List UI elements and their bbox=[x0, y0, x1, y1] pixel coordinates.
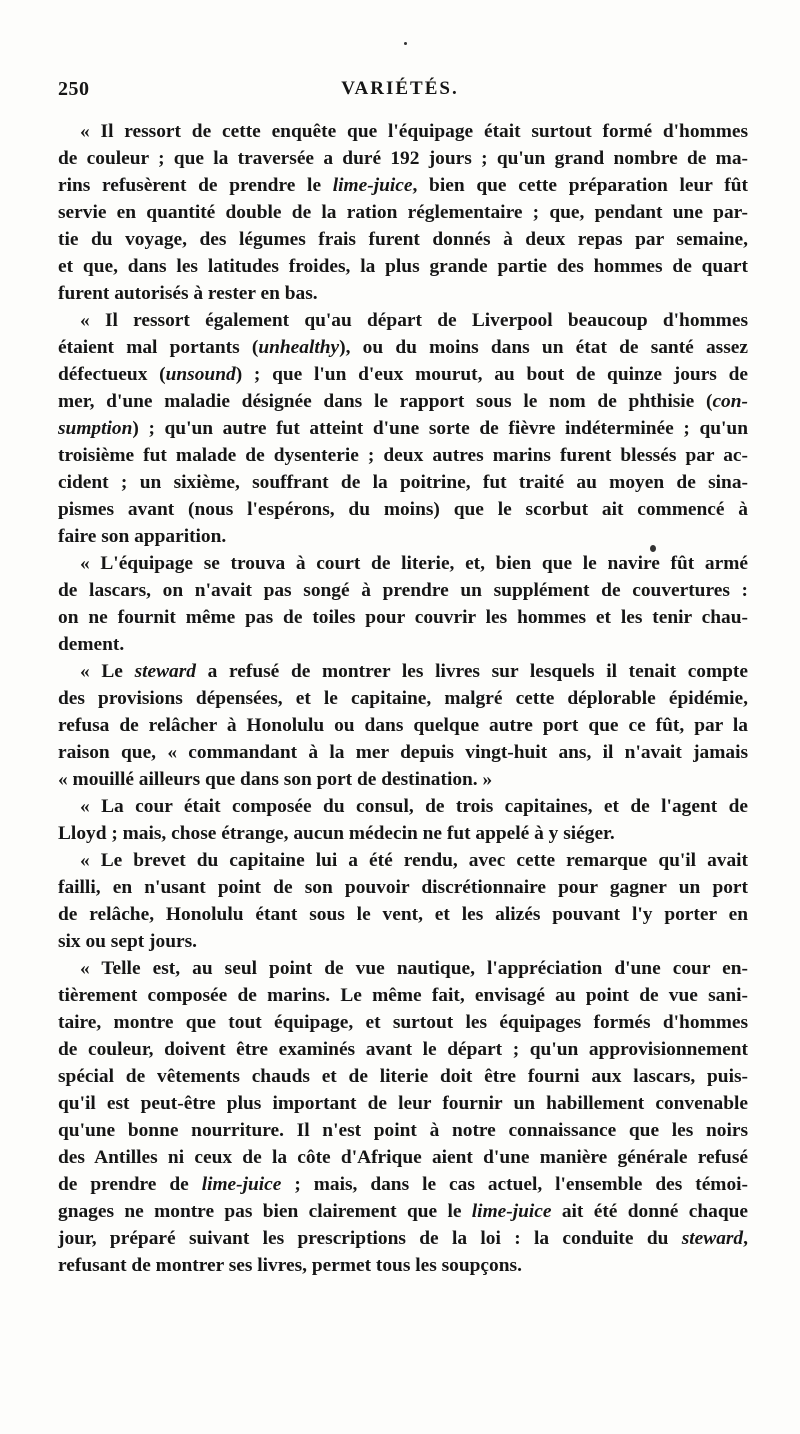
text-line: tie du voyage, des légumes frais furent donnés à deux repas par semaine, bbox=[58, 229, 748, 250]
text-line: rins refusèrent de prendre le lime-juice, bien que cette préparation leur fût bbox=[58, 175, 748, 196]
text-line: furent autorisés à rester en bas. bbox=[58, 283, 318, 304]
paragraph bbox=[58, 658, 748, 793]
text-line: qu'il est peut-être plus important de leur fournir un habillement convenable bbox=[58, 1093, 748, 1114]
text-line: raison que, « commandant à la mer depuis vingt-huit ans, il n'avait jamais bbox=[58, 742, 748, 763]
text-line: dement. bbox=[58, 634, 125, 655]
text-line: des Antilles ni ceux de la côte d'Afrique aient d'une manière générale refusé bbox=[58, 1147, 748, 1168]
text-line: cident ; un sixième, souffrant de la poitrine, fut traité au moyen de sina- bbox=[58, 472, 748, 493]
paragraph bbox=[58, 847, 748, 955]
text-line: on ne fournit même pas de toiles pour couvrir les hommes et les tenir chau- bbox=[58, 607, 748, 628]
text-line: « mouillé ailleurs que dans son port de destination. » bbox=[58, 769, 493, 790]
text-line: Lloyd ; mais, chose étrange, aucun médecin ne fut appelé à y siéger. bbox=[58, 823, 615, 844]
text-line: étaient mal portants (unhealthy), ou du moins dans un état de santé assez bbox=[58, 337, 748, 358]
text-line: jour, préparé suivant les prescriptions de la loi : la conduite du steward, bbox=[58, 1228, 748, 1249]
text-line: six ou sept jours. bbox=[58, 931, 197, 952]
text-line: refusant de montrer ses livres, permet tous les soupçons. bbox=[58, 1255, 522, 1276]
text-line: « Le brevet du capitaine lui a été rendu, avec cette remarque qu'il avait bbox=[80, 850, 748, 871]
text-line: défectueux (unsound) ; que l'un d'eux mourut, au bout de quinze jours de bbox=[58, 364, 748, 385]
text-line: tièrement composée de marins. Le même fait, envisagé au point de vue sani- bbox=[58, 985, 748, 1006]
text-line: faire son apparition. bbox=[58, 526, 227, 547]
text-line: et que, dans les latitudes froides, la plus grande partie des hommes de quart bbox=[58, 256, 748, 277]
text-line: qu'une bonne nourriture. Il n'est point à notre connaissance que les noirs bbox=[58, 1120, 748, 1141]
paragraph bbox=[58, 793, 748, 847]
text-line: gnages ne montre pas bien clairement que le lime-juice ait été donné chaque bbox=[58, 1201, 748, 1222]
text-line: de lascars, on n'avait pas songé à prendre un supplément de couvertures : bbox=[58, 580, 748, 601]
page-header bbox=[58, 78, 742, 108]
text-line: refusa de relâcher à Honolulu ou dans quelque autre port que ce fût, par la bbox=[58, 715, 748, 736]
text-line: failli, en n'usant point de son pouvoir discrétionnaire pour gagner un port bbox=[58, 877, 748, 898]
paragraph bbox=[58, 955, 748, 1279]
text-line: « L'équipage se trouva à court de literie, et, bien que le navire fût armé bbox=[80, 553, 748, 574]
text-line: des provisions dépensées, et le capitaine, malgré cette déplorable épidémie, bbox=[58, 688, 748, 709]
text-line: de couleur, doivent être examinés avant le départ ; qu'un approvisionnement bbox=[58, 1039, 748, 1060]
text-line: « Il ressort également qu'au départ de Liverpool beaucoup d'hommes bbox=[80, 310, 748, 331]
text-line: mer, d'une maladie désignée dans le rapport sous le nom de phthisie (con- bbox=[58, 391, 748, 412]
text-line: « La cour était composée du consul, de trois capitaines, et de l'agent de bbox=[80, 796, 748, 817]
text-line: « Telle est, au seul point de vue nautique, l'appréciation d'une cour en- bbox=[80, 958, 748, 979]
text-line: servie en quantité double de la ration réglementaire ; que, pendant une par- bbox=[58, 202, 748, 223]
page-number: 250 bbox=[58, 78, 90, 100]
text-line: « Il ressort de cette enquête que l'équipage était surtout formé d'hommes bbox=[80, 121, 748, 142]
paragraph bbox=[58, 550, 748, 658]
text-line: de prendre de lime-juice ; mais, dans le cas actuel, l'ensemble des témoi- bbox=[58, 1174, 748, 1195]
text-line: pismes avant (nous l'espérons, du moins) que le scorbut ait commencé à bbox=[58, 499, 748, 520]
running-head: VARIÉTÉS. bbox=[341, 78, 459, 99]
text-line: « Le steward a refusé de montrer les livres sur lesquels il tenait compte bbox=[80, 661, 748, 682]
ink-speck bbox=[404, 42, 407, 45]
paragraph bbox=[58, 307, 748, 550]
paragraph bbox=[58, 118, 748, 307]
text-line: sumption) ; qu'un autre fut atteint d'une sorte de fièvre indéterminée ; qu'un bbox=[58, 418, 748, 439]
text-line: taire, montre que tout équipage, et surtout les équipages formés d'hommes bbox=[58, 1012, 748, 1033]
text-line: spécial de vêtements chauds et de literie doit être fourni aux lascars, puis- bbox=[58, 1066, 748, 1087]
text-line: de couleur ; que la traversée a duré 192 jours ; qu'un grand nombre de ma- bbox=[58, 148, 748, 169]
text-line: de relâche, Honolulu étant sous le vent, et les alizés pouvant l'y porter en bbox=[58, 904, 748, 925]
text-line: troisième fut malade de dysenterie ; deux autres marins furent blessés par ac- bbox=[58, 445, 748, 466]
body-text bbox=[58, 118, 748, 1279]
